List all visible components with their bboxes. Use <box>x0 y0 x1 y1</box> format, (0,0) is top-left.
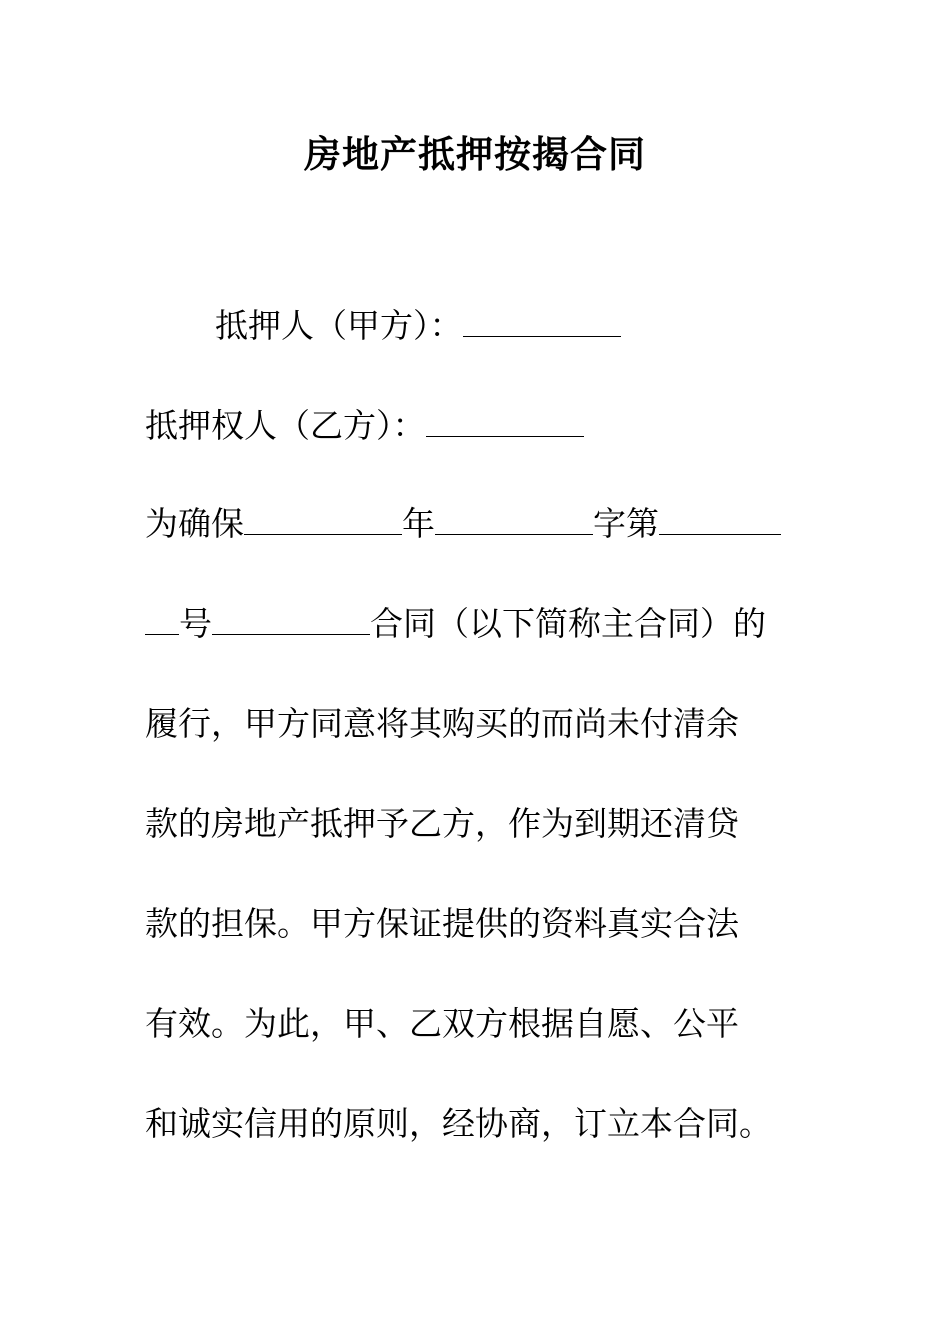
body-line: 有效。为此，甲、乙双方根据自愿、公平 <box>145 1004 739 1043</box>
contract-ref-text-3: 字第 <box>593 504 659 543</box>
mortgagee-label: 抵押权人（乙方）： <box>145 406 426 445</box>
mortgagor-line <box>215 304 621 348</box>
contract-reference-line <box>145 502 781 546</box>
number-blank-start[interactable] <box>659 504 781 535</box>
body-line: 和诚实信用的原则，经协商，订立本合同。 <box>145 1104 772 1143</box>
number-blank-end[interactable] <box>145 604 179 635</box>
mortgagee-line <box>145 404 584 448</box>
body-line: 款的房地产抵押予乙方，作为到期还清贷 <box>145 804 739 843</box>
prefix-blank[interactable] <box>435 504 593 535</box>
mortgagor-label: 抵押人（甲方）： <box>215 306 463 345</box>
contract-name-text-2: 合同（以下简称主合同）的 <box>370 604 766 643</box>
contract-ref-text-1: 为确保 <box>145 504 244 543</box>
year-blank[interactable] <box>244 504 402 535</box>
mortgagee-blank[interactable] <box>426 406 584 437</box>
contract-name-text-1: 号 <box>179 604 212 643</box>
body-line: 履行，甲方同意将其购买的而尚未付清余 <box>145 704 739 743</box>
body-line: 款的担保。甲方保证提供的资料真实合法 <box>145 904 739 943</box>
mortgagor-blank[interactable] <box>463 306 621 337</box>
contract-ref-text-2: 年 <box>402 504 435 543</box>
contract-name-blank[interactable] <box>212 604 370 635</box>
contract-name-line <box>145 602 766 646</box>
document-title: 房地产抵押按揭合同 <box>304 132 646 176</box>
